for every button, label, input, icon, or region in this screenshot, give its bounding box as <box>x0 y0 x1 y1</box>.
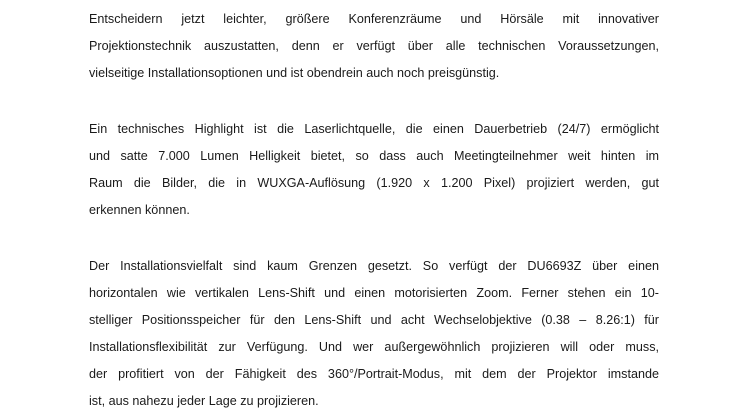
text-line: Ein technisches Highlight ist die Laserlichtquelle, die einen Dauerbetrieb (24/7) ermöglicht <box>89 122 659 136</box>
text-line: Raum die Bilder, die in WUXGA-Auflösung (1.920 x 1.200 Pixel) projiziert werden, gut <box>89 176 659 190</box>
text-line: stelliger Positionsspeicher für den Lens-Shift und acht Wechselobjektive (0.38 – 8.26:1) für <box>89 313 659 327</box>
text-line: Installationsflexibilität zur Verfügung. Und wer außergewöhnlich projizieren will oder muss, <box>89 340 659 354</box>
text-line: vielseitige Installationsoptionen und ist obendrein auch noch preisgünstig. <box>89 66 500 80</box>
text-line: erkennen können. <box>89 203 190 217</box>
text-line: der profitiert von der Fähigkeit des 360°/Portrait-Modus, mit dem der Projektor imstande <box>89 367 659 381</box>
text-line: Entscheidern jetzt leichter, größere Konferenzräume und Hörsäle mit innovativer <box>89 12 659 26</box>
text-line: Der Installationsvielfalt sind kaum Grenzen gesetzt. So verfügt der DU6693Z über einen <box>89 259 659 273</box>
text-line: und satte 7.000 Lumen Helligkeit bietet, so dass auch Meetingteilnehmer weit hinten im <box>89 149 659 163</box>
text-line: Projektionstechnik auszustatten, denn er verfügt über alle technischen Voraussetzungen, <box>89 39 659 53</box>
text-line: horizontalen wie vertikalen Lens-Shift und einen motorisierten Zoom. Ferner stehen ein 10- <box>89 286 659 300</box>
text-line: ist, aus nahezu jeder Lage zu projizieren. <box>89 394 319 408</box>
